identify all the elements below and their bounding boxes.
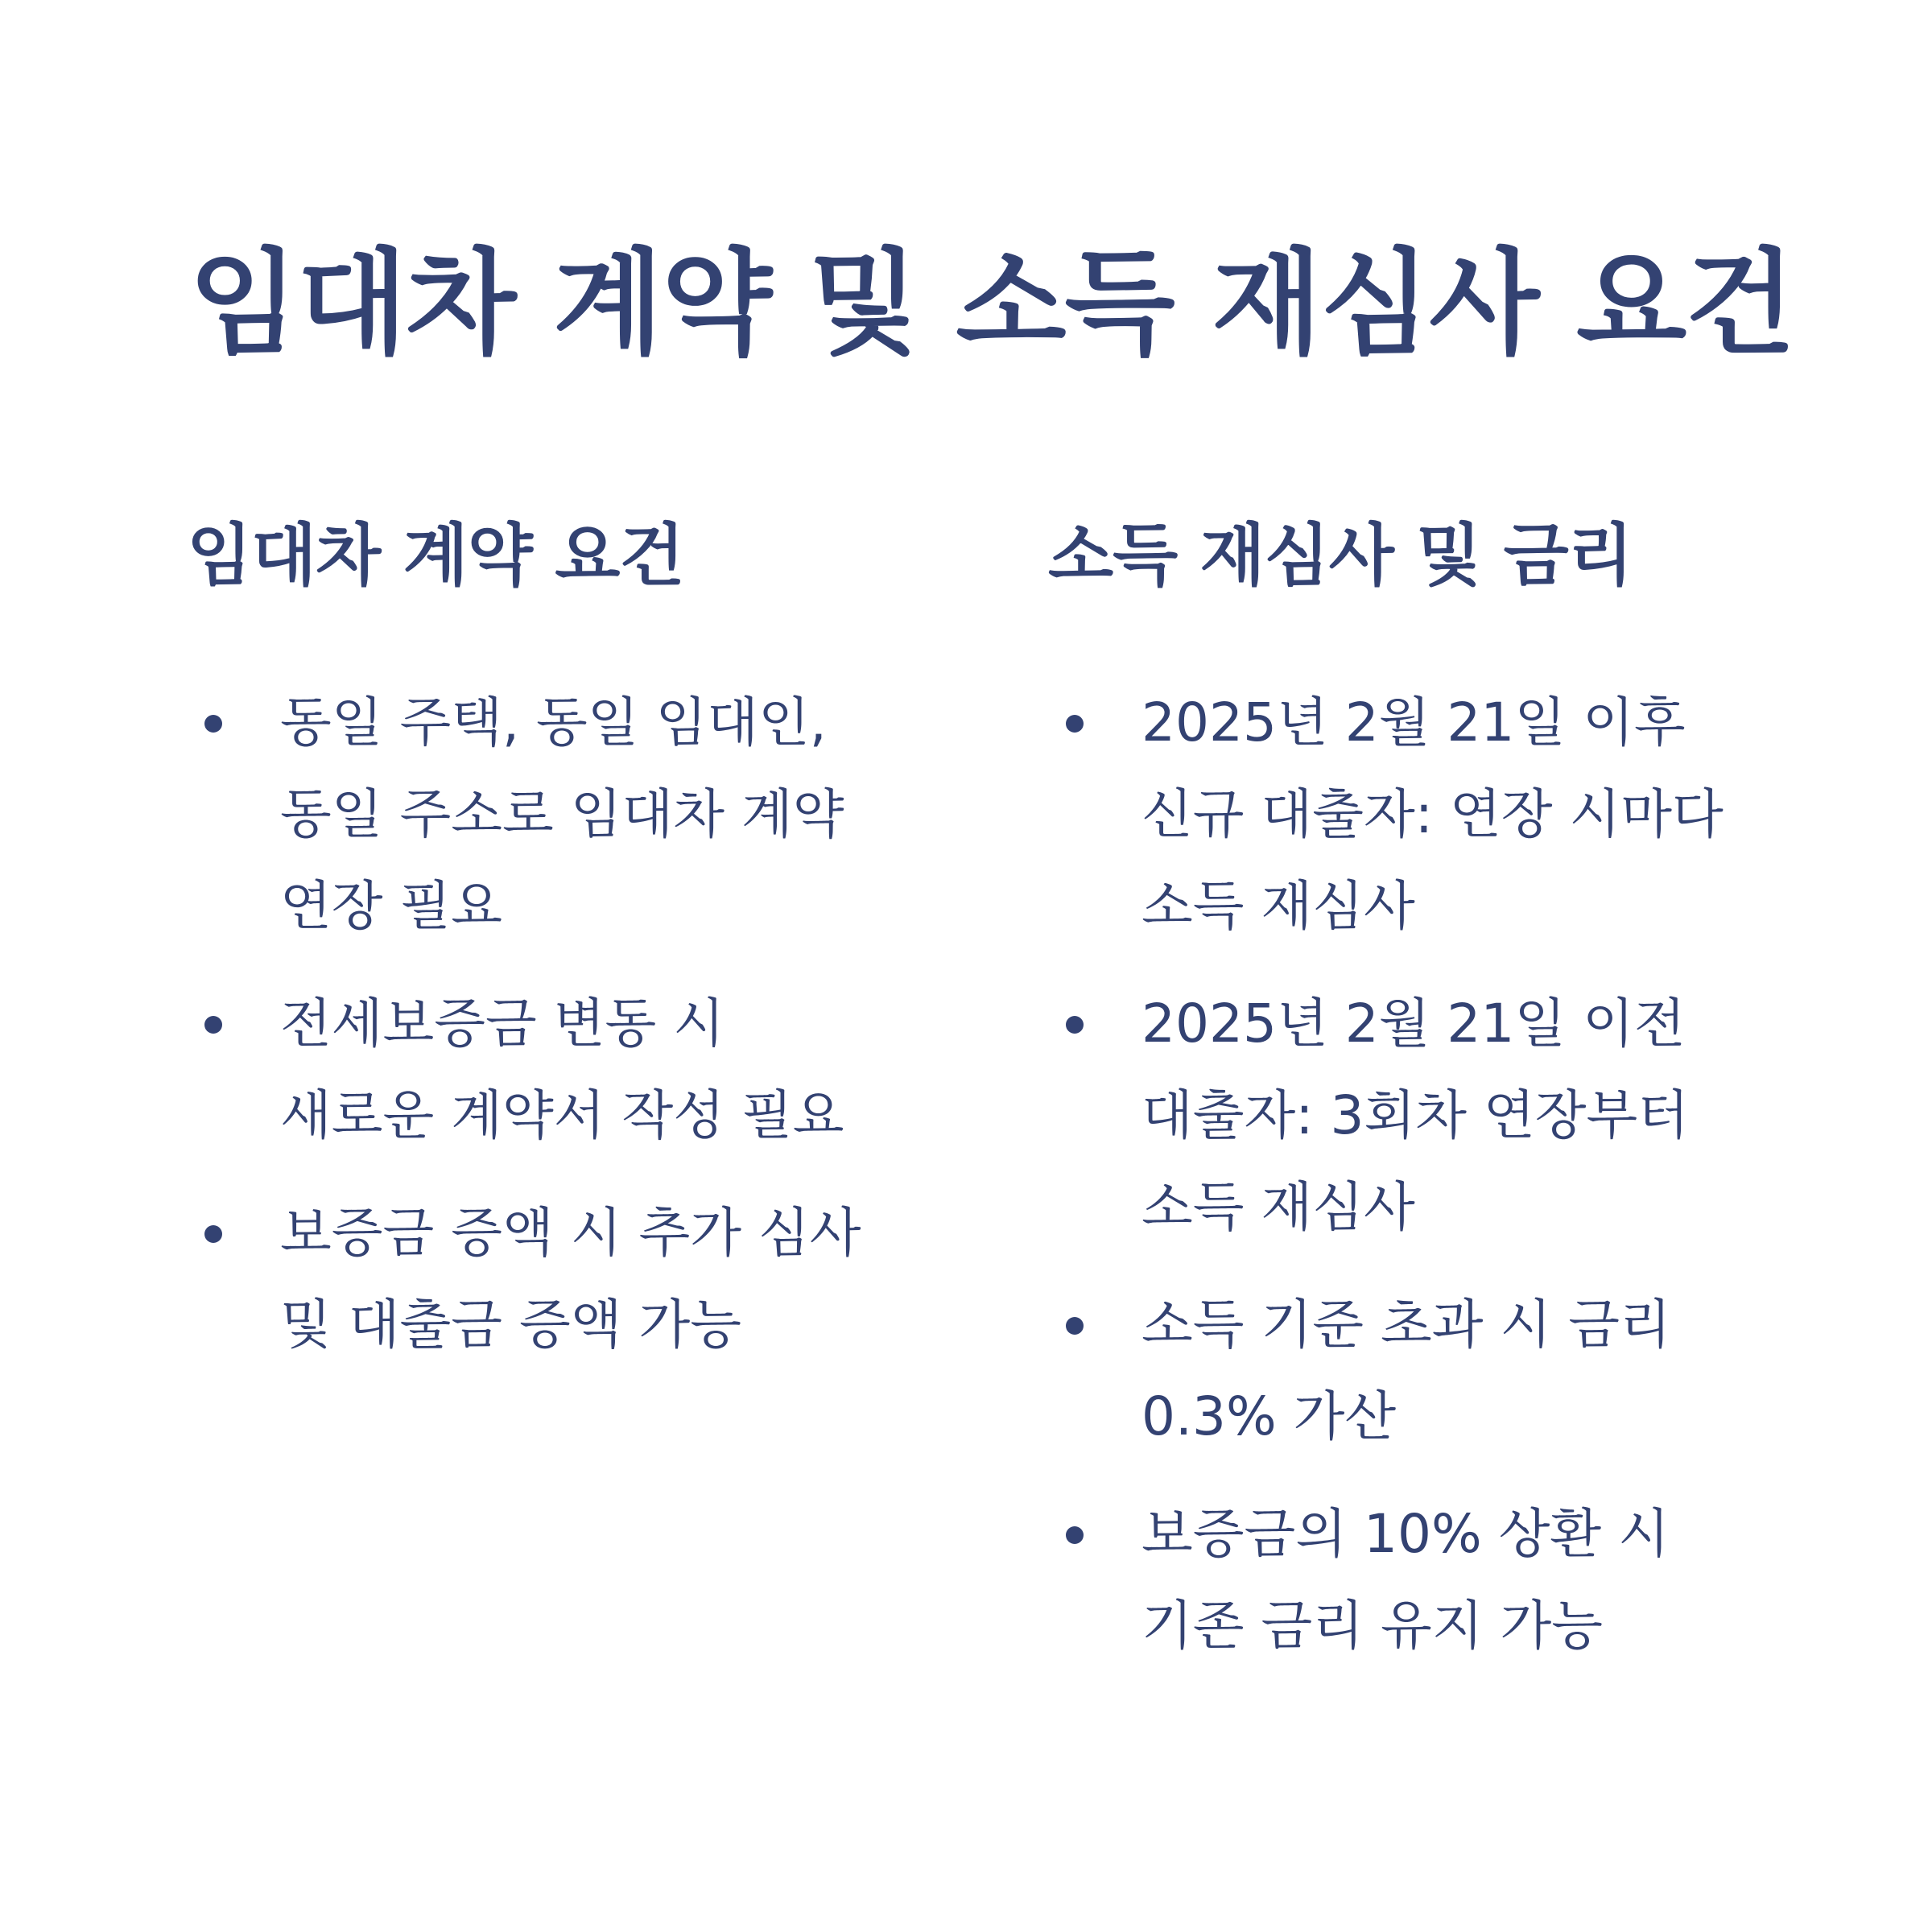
page-title: 임대차 계약 및 소득 재심사 요건: [188, 237, 1794, 370]
lease-requirements-section: [187, 515, 895, 1397]
list-item-text: 소득 기준 초과 시 금리 0.3% 가산: [1141, 1293, 1671, 1447]
bullet-icon: [1066, 1526, 1084, 1544]
income-review-heading: 소득 재심사 및 금리: [1048, 516, 1633, 595]
bullet-icon: [204, 1016, 222, 1034]
list-item: [1048, 1279, 1773, 1463]
list-item-text: 보증금 증액 시 추가 심사 및 대출금 증액 가능: [280, 1201, 861, 1356]
lease-requirements-list: [187, 677, 895, 1371]
list-item: [187, 1187, 895, 1371]
bullet-icon: [204, 715, 222, 733]
list-item-text: 2025년 2월 21일 이후 신규 대출자: 연장 시마다 소득 재심사: [1141, 691, 1724, 937]
bullet-icon: [1066, 1016, 1084, 1034]
list-item: [1048, 1488, 1773, 1672]
bullet-icon: [1066, 1317, 1084, 1335]
list-item-text: 동일 주택, 동일 임대인, 동일 주소로 임대차 계약 연장 필요: [280, 691, 844, 937]
bullet-icon: [204, 1225, 222, 1243]
list-item: [187, 978, 895, 1162]
income-review-section: [1048, 515, 1773, 1698]
list-item-text: 보증금의 10% 상환 시 기존 금리 유지 가능: [1141, 1502, 1670, 1657]
list-item: [187, 677, 895, 952]
income-review-list: [1048, 677, 1773, 1672]
lease-requirements-heading: 임대차 계약 요건: [187, 516, 684, 595]
list-item-text: 2025년 2월 21일 이전 대출자: 3회차 연장부터 소득 재심사: [1141, 992, 1689, 1238]
bullet-icon: [1066, 715, 1084, 733]
list-item: [1048, 978, 1773, 1253]
list-item-text: 전세보증금 변동 시 새로운 계약서 작성 필요: [280, 992, 844, 1146]
list-item: [1048, 677, 1773, 952]
